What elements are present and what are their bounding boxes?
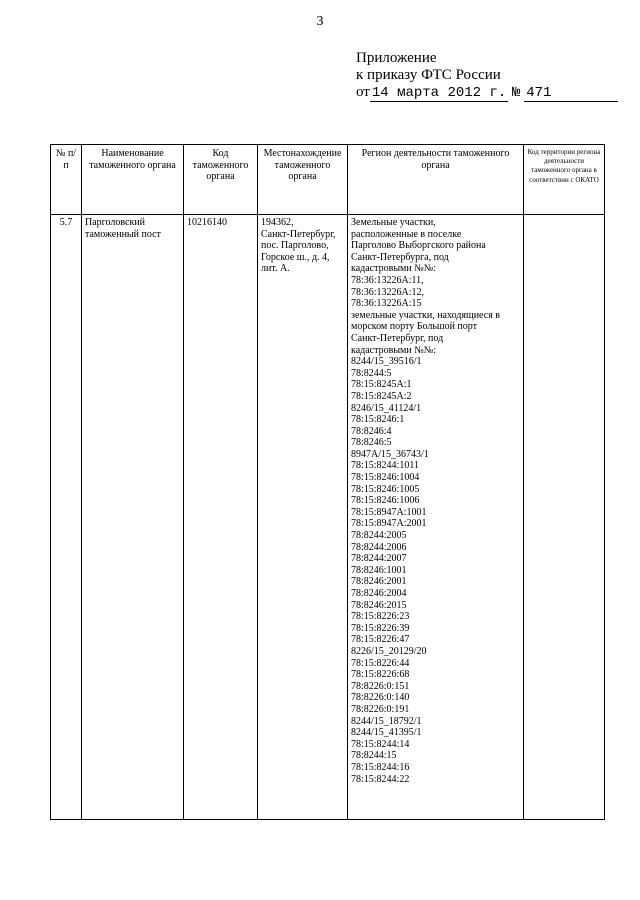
region-line: кадастровыми №№: [351,263,437,275]
region-line: 78:8246:1001 [351,564,407,576]
region-line: 78:15:8947А:2001 [351,518,427,530]
region-line: 78:15:8226:68 [351,669,410,681]
header-okato: Код территории региона деятельности таможенного органа в соответствии с ОКАТО [524,145,605,215]
location-line: Санкт-Петербург, [261,228,336,240]
region-line: расположенные в поселке [351,228,462,240]
region-line: 8244/15_18792/1 [351,715,422,727]
region-line: 78:8244:5 [351,367,392,379]
region-line: 78:15:8226:23 [351,611,410,623]
region-line: 78:8246:5 [351,437,392,449]
region-line: 78:15:8246:1006 [351,495,420,507]
region-line: 78:8246:2001 [351,576,407,588]
region-line: 78:15:8244:16 [351,761,410,773]
appendix-title: Приложение [356,50,437,66]
location-line: лит. А. [261,263,290,275]
region-line: 78:36:13226А:12, [351,286,425,298]
header-location: Местонахождение таможенного органа [258,145,348,215]
region-line: 78:8246:4 [351,425,392,437]
region-line: 78:15:8244:22 [351,773,410,785]
region-line: 8246/15_41124/1 [351,402,422,414]
region-line: 8244/15_41395/1 [351,727,422,739]
location-line: пос. Парголово, [261,240,329,252]
page-number: 3 [316,14,324,29]
header-name: Наименование таможенного органа [82,145,184,215]
number-label: № [512,85,521,101]
region-line: 78:8244:2006 [351,541,407,553]
region-line: 78:15:8245А:2 [351,390,412,402]
region-line: 78:36:13226А:11, [351,274,424,286]
region-line: 8244/15_39516/1 [351,356,422,368]
region-line: 78:15:8226:44 [351,657,410,669]
region-line: 78:15:8244:1011 [351,460,419,472]
region-line: 8947А/15_36743/1 [351,448,429,460]
region-line: 78:8226:0:140 [351,692,410,704]
region-line: 78:15:8245А:1 [351,379,412,391]
region-line: 78:15:8226:39 [351,622,410,634]
region-line: 8226/15_20129/20 [351,645,427,657]
name-line: таможенный пост [85,228,161,240]
row-okato [524,215,605,820]
region-line: 78:15:8947А:1001 [351,506,427,518]
row-number: 5.7 [51,215,82,820]
row-name [82,215,184,820]
region-line: 78:8246:2015 [351,599,407,611]
region-line: Санкт-Петербурга, под [351,251,449,263]
region-line: 78:8244:15 [351,750,397,762]
name-line: Парголовский [85,217,146,228]
row-location [258,215,348,820]
region-line: 78:15:8246:1004 [351,472,420,484]
region-line: 78:8244:2005 [351,530,407,542]
appendix-block [356,50,618,102]
region-line: 78:15:8246:1 [351,414,405,426]
table-row [51,215,605,820]
region-line: 78:8226:0:191 [351,703,410,715]
region-line: земельные участки, находящиеся в [351,309,501,321]
region-line: 78:15:8226:47 [351,634,410,646]
region-line: 78:8226:0:151 [351,680,410,692]
order-date: 14 марта 2012 г. [371,85,507,101]
region-line: 78:15:8246:1005 [351,483,420,495]
from-prefix: от [356,84,370,100]
location-line: 194362, [261,217,294,228]
header-code: Код таможенного органа [184,145,258,215]
header-region: Регион деятельности таможенного органа [348,145,524,215]
table-header-row [51,145,605,215]
region-line: кадастровыми №№: [351,344,437,356]
region-line: 78:15:8244:14 [351,738,410,750]
order-number: 471 [524,86,618,102]
region-line: Парголово Выборгского района [351,240,486,252]
row-code: 10216140 [184,215,258,820]
appendix-order-ref: к приказу ФТС России [356,67,501,83]
region-line: 78:8246:2004 [351,588,407,599]
row-region [348,215,524,820]
region-line: Земельные участки, [351,217,436,228]
location-line: Горское ш., д. 4, [261,251,330,263]
region-line: 78:36:13226А:15 [351,298,422,310]
header-number: № п/п [51,145,82,215]
region-line: 78:8244:2007 [351,553,407,565]
appendix-date-line [356,84,618,102]
region-line: морском порту Большой порт [351,321,478,333]
customs-offices-table [50,144,605,820]
region-line: Санкт-Петербург, под [351,332,444,344]
